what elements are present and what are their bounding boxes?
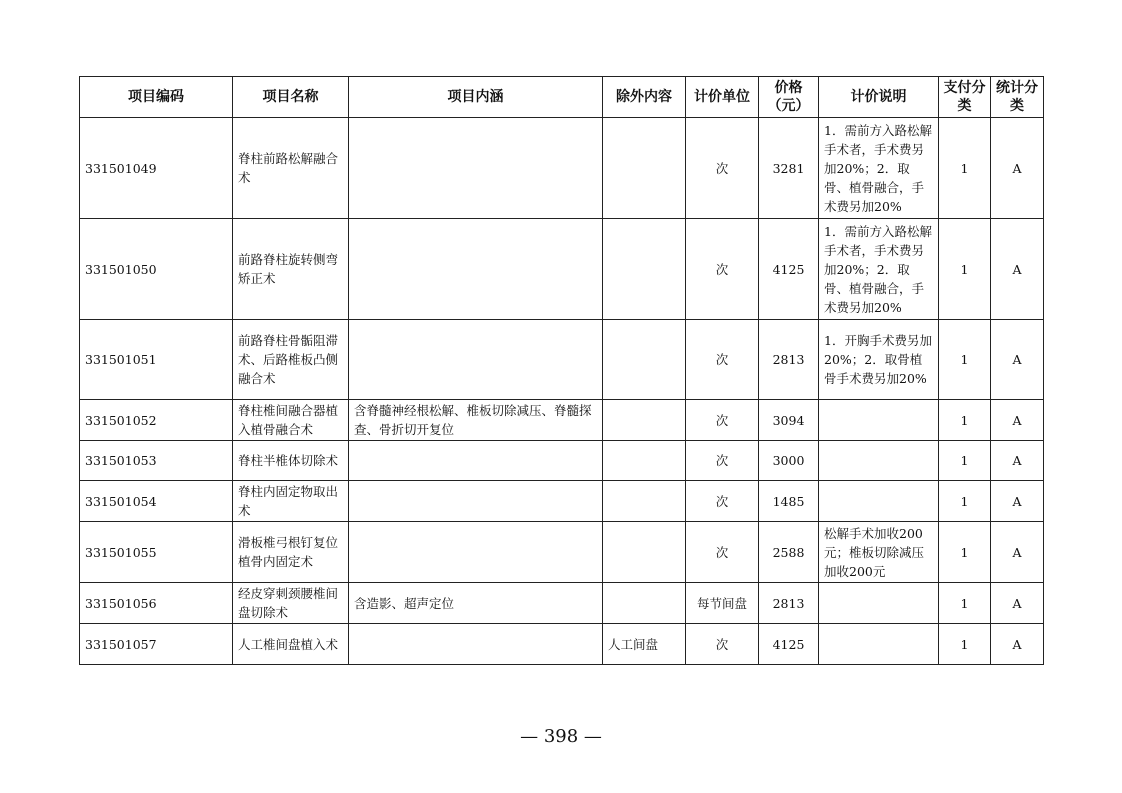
cell-price: 2813 (759, 583, 819, 624)
cell-name: 脊柱内固定物取出术 (233, 481, 349, 522)
cell-price: 3000 (759, 441, 819, 481)
cell-note (819, 400, 939, 441)
cell-content (349, 624, 603, 665)
cell-price: 4125 (759, 219, 819, 320)
cell-note (819, 624, 939, 665)
cell-price: 4125 (759, 624, 819, 665)
cell-content: 含脊髓神经根松解、椎板切除减压、脊髓探查、骨折切开复位 (349, 400, 603, 441)
cell-note (819, 583, 939, 624)
cell-content (349, 522, 603, 583)
cell-note (819, 441, 939, 481)
table-row (80, 583, 1044, 624)
cell-code: 331501055 (80, 522, 233, 583)
cell-unit: 次 (686, 219, 759, 320)
cell-excluded (603, 400, 686, 441)
cell-code: 331501051 (80, 320, 233, 400)
cell-code: 331501056 (80, 583, 233, 624)
table-row (80, 441, 1044, 481)
cell-excluded: 人工间盘 (603, 624, 686, 665)
cell-code: 331501050 (80, 219, 233, 320)
header-content: 项目内涵 (349, 77, 603, 118)
cell-note (819, 481, 939, 522)
cell-pay: 1 (939, 118, 991, 219)
cell-excluded (603, 583, 686, 624)
cell-stat: A (991, 481, 1044, 522)
cell-stat: A (991, 624, 1044, 665)
cell-stat: A (991, 320, 1044, 400)
cell-content (349, 118, 603, 219)
cell-content (349, 441, 603, 481)
cell-code: 331501053 (80, 441, 233, 481)
cell-excluded (603, 219, 686, 320)
cell-price: 2588 (759, 522, 819, 583)
header-excluded: 除外内容 (603, 77, 686, 118)
cell-unit: 次 (686, 441, 759, 481)
cell-note: 1．需前方入路松解手术者，手术费另加20%；2．取骨、植骨融合，手术费另加20% (819, 219, 939, 320)
cell-note: 1．需前方入路松解手术者，手术费另加20%；2．取骨、植骨融合，手术费另加20% (819, 118, 939, 219)
header-stat: 统计分类 (991, 77, 1044, 118)
cell-name: 经皮穿刺颈腰椎间盘切除术 (233, 583, 349, 624)
cell-excluded (603, 481, 686, 522)
cell-code: 331501054 (80, 481, 233, 522)
cell-code: 331501057 (80, 624, 233, 665)
header-note: 计价说明 (819, 77, 939, 118)
cell-excluded (603, 320, 686, 400)
cell-stat: A (991, 583, 1044, 624)
cell-pay: 1 (939, 522, 991, 583)
cell-note: 松解手术加收200元；椎板切除减压加收200元 (819, 522, 939, 583)
header-unit: 计价单位 (686, 77, 759, 118)
table-row (80, 320, 1044, 400)
cell-name: 脊柱半椎体切除术 (233, 441, 349, 481)
cell-pay: 1 (939, 441, 991, 481)
table-row (80, 219, 1044, 320)
cell-unit: 次 (686, 320, 759, 400)
cell-pay: 1 (939, 481, 991, 522)
header-price: 价格（元） (759, 77, 819, 118)
cell-content (349, 219, 603, 320)
cell-unit: 次 (686, 522, 759, 583)
cell-stat: A (991, 522, 1044, 583)
cell-price: 2813 (759, 320, 819, 400)
cell-pay: 1 (939, 624, 991, 665)
cell-name: 脊柱椎间融合器植入植骨融合术 (233, 400, 349, 441)
table-header-row (80, 77, 1044, 118)
cell-unit: 次 (686, 400, 759, 441)
cell-stat: A (991, 118, 1044, 219)
cell-content (349, 481, 603, 522)
cell-unit: 每节间盘 (686, 583, 759, 624)
cell-pay: 1 (939, 400, 991, 441)
cell-stat: A (991, 219, 1044, 320)
cell-stat: A (991, 400, 1044, 441)
cell-excluded (603, 441, 686, 481)
cell-pay: 1 (939, 219, 991, 320)
header-name: 项目名称 (233, 77, 349, 118)
cell-unit: 次 (686, 481, 759, 522)
cell-name: 脊柱前路松解融合术 (233, 118, 349, 219)
cell-excluded (603, 522, 686, 583)
cell-name: 人工椎间盘植入术 (233, 624, 349, 665)
cell-pay: 1 (939, 583, 991, 624)
table-row (80, 522, 1044, 583)
cell-code: 331501049 (80, 118, 233, 219)
header-code: 项目编码 (80, 77, 233, 118)
table-row (80, 400, 1044, 441)
cell-code: 331501052 (80, 400, 233, 441)
page-number: — 398 — (520, 726, 602, 747)
cell-excluded (603, 118, 686, 219)
table-row (80, 624, 1044, 665)
table-row (80, 118, 1044, 219)
cell-stat: A (991, 441, 1044, 481)
cell-content (349, 320, 603, 400)
cell-price: 1485 (759, 481, 819, 522)
pricing-table (79, 76, 1044, 665)
cell-name: 前路脊柱旋转侧弯矫正术 (233, 219, 349, 320)
table-row (80, 481, 1044, 522)
cell-name: 前路脊柱骨骺阻滞术、后路椎板凸侧融合术 (233, 320, 349, 400)
cell-price: 3281 (759, 118, 819, 219)
cell-unit: 次 (686, 118, 759, 219)
cell-unit: 次 (686, 624, 759, 665)
header-pay: 支付分类 (939, 77, 991, 118)
cell-note: 1．开胸手术费另加20%；2．取骨植骨手术费另加20% (819, 320, 939, 400)
cell-price: 3094 (759, 400, 819, 441)
cell-name: 滑板椎弓根钉复位植骨内固定术 (233, 522, 349, 583)
cell-pay: 1 (939, 320, 991, 400)
cell-content: 含造影、超声定位 (349, 583, 603, 624)
